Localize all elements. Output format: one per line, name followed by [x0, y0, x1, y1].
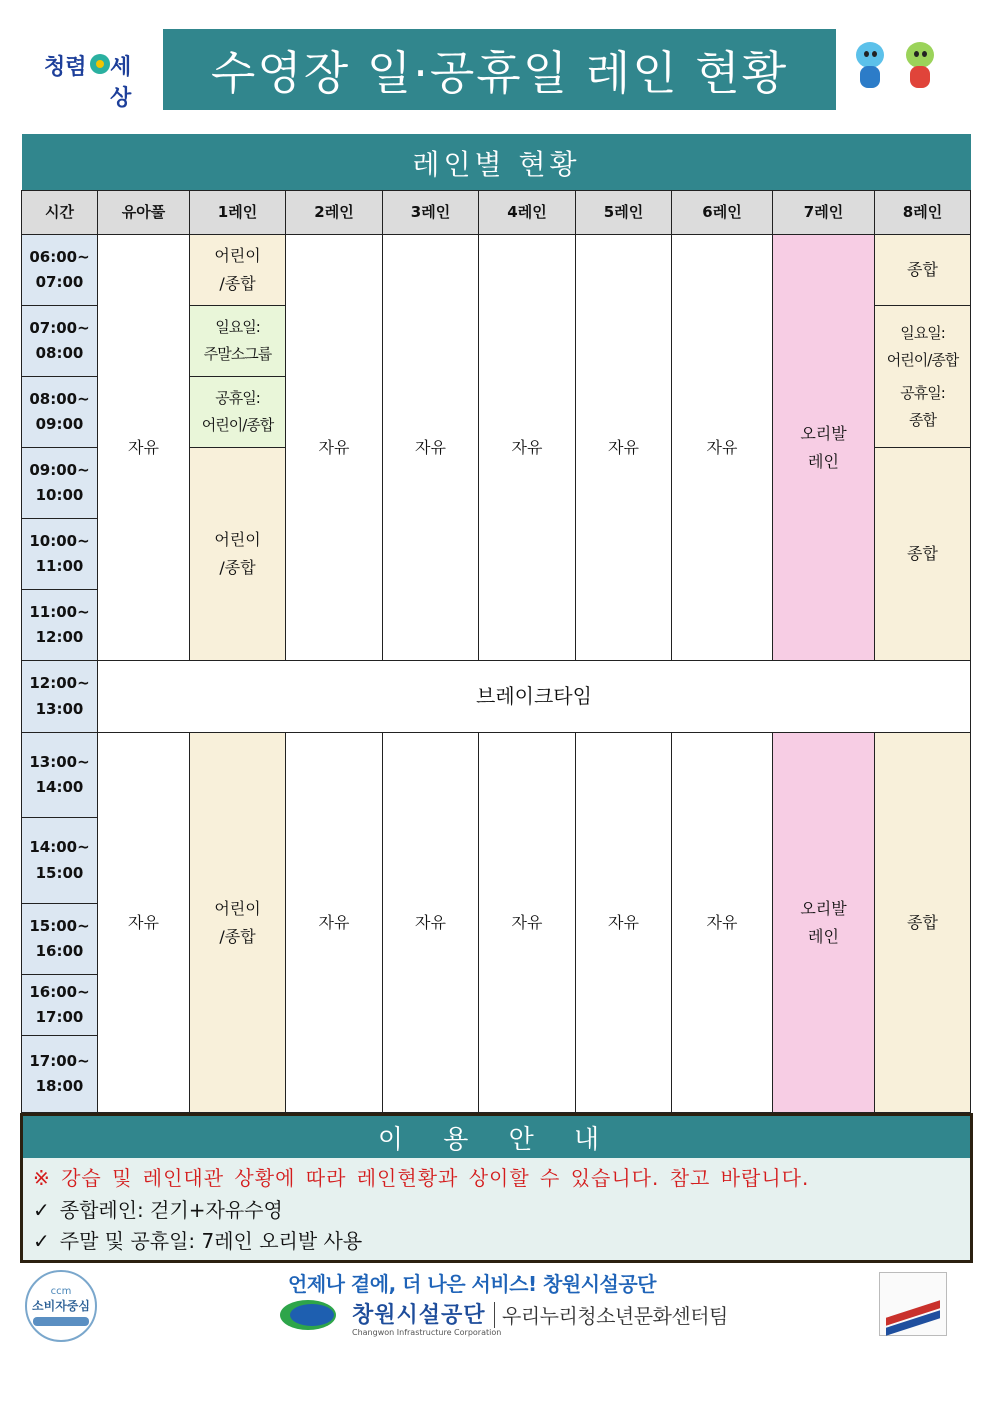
clean-world-logo	[44, 46, 148, 111]
lane2-afternoon: 자유	[285, 732, 383, 1113]
lane-schedule	[22, 134, 971, 1114]
lane7-afternoon: 오리발 레인	[772, 732, 875, 1113]
guide-item: ✓ 주말 및 공휴일: 7레인 오리발 사용	[33, 1229, 363, 1253]
col-header-time: 시간	[21, 190, 98, 235]
kids-pool-afternoon: 자유	[97, 732, 190, 1113]
lane1-afternoon: 어린이 /종합	[189, 732, 286, 1113]
lane1-late-morning: 어린이 /종합	[189, 447, 286, 661]
lane6-morning: 자유	[671, 234, 773, 661]
lane6-afternoon: 자유	[671, 732, 773, 1113]
corporation-name: 창원시설공단	[352, 1303, 486, 1328]
time-slot: 13:00~ 14:00	[21, 732, 98, 818]
time-slot: 16:00~ 17:00	[21, 974, 98, 1036]
lane5-afternoon: 자유	[575, 732, 672, 1113]
col-header-lane2: 2레인	[285, 190, 383, 235]
mascot-characters	[848, 40, 948, 94]
time-slot: 12:00~ 13:00	[21, 660, 98, 733]
lane2-morning: 자유	[285, 234, 383, 661]
ccm-certification-badge: ccm 소비자중심	[25, 1270, 97, 1342]
schedule-section-title: 레인별 현황	[412, 147, 581, 181]
lane8-late-morning: 종합	[874, 447, 971, 661]
col-header-lane8: 8레인	[874, 190, 971, 235]
col-header-kids-pool: 유아풀	[97, 190, 190, 235]
schedule-grid	[22, 191, 971, 1114]
lane4-morning: 자유	[478, 234, 576, 661]
lane5-morning: 자유	[575, 234, 672, 661]
footer-slogan: 언제나 곁에, 더 나은 서비스! 창원시설공단	[288, 1272, 656, 1296]
lane1-sunday-note: 일요일: 주말소그룹	[189, 305, 286, 377]
col-header-lane4: 4레인	[478, 190, 576, 235]
col-header-lane5: 5레인	[575, 190, 672, 235]
corporation-symbol-icon	[280, 1300, 336, 1334]
team-name: 우리누리청소년문화센터팀	[502, 1304, 728, 1328]
check-icon: ✓	[33, 1229, 50, 1253]
check-icon: ✓	[33, 1198, 50, 1222]
schedule-section-header	[22, 134, 971, 191]
corporation-english-name: Changwon Infrastructure Corporation	[352, 1328, 502, 1337]
time-slot: 09:00~ 10:00	[21, 447, 98, 519]
lane1-early: 어린이 /종합	[189, 234, 286, 306]
logo-emblem-icon	[90, 54, 110, 74]
lane3-morning: 자유	[382, 234, 479, 661]
break-time: 브레이크타임	[97, 660, 971, 733]
lane8-early: 종합	[874, 234, 971, 306]
time-slot: 06:00~ 07:00	[21, 234, 98, 306]
logo-text-right: 세상	[110, 54, 132, 111]
kids-pool-morning: 자유	[97, 234, 190, 661]
lane4-afternoon: 자유	[478, 732, 576, 1113]
time-slot: 10:00~ 11:00	[21, 518, 98, 590]
col-header-lane6: 6레인	[671, 190, 773, 235]
col-header-lane3: 3레인	[382, 190, 479, 235]
time-slot: 11:00~ 12:00	[21, 589, 98, 661]
usage-guide-title: 이 용 안 내	[377, 1124, 616, 1155]
lane8-weekend-note: 일요일: 어린이/종합 공휴일: 종합	[874, 305, 971, 448]
lane7-morning: 오리발 레인	[772, 234, 875, 661]
col-header-lane1: 1레인	[189, 190, 286, 235]
logo-text-left: 청렴	[44, 54, 87, 80]
time-slot: 08:00~ 09:00	[21, 376, 98, 448]
lane8-afternoon: 종합	[874, 732, 971, 1113]
blue-mascot-icon	[850, 42, 890, 92]
guide-item: ✓ 종합레인: 걷기+자유수영	[33, 1198, 283, 1222]
lane1-holiday-note: 공휴일: 어린이/종합	[189, 376, 286, 448]
lane3-afternoon: 자유	[382, 732, 479, 1113]
time-slot: 17:00~ 18:00	[21, 1035, 98, 1113]
page-title: 수영장 일·공휴일 레인 현황	[210, 45, 789, 100]
page-title-bar	[163, 29, 836, 110]
service-quality-badge	[879, 1272, 947, 1336]
time-slot: 14:00~ 15:00	[21, 817, 98, 904]
col-header-lane7: 7레인	[772, 190, 875, 235]
time-slot: 15:00~ 16:00	[21, 903, 98, 975]
time-slot: 07:00~ 08:00	[21, 305, 98, 377]
green-mascot-icon	[900, 42, 940, 92]
usage-guide-header	[23, 1116, 970, 1158]
notice-text: ※ 강습 및 레인대관 상황에 따라 레인현황과 상이할 수 있습니다. 참고 바랍니다.	[33, 1166, 810, 1190]
usage-guide	[20, 1113, 973, 1263]
